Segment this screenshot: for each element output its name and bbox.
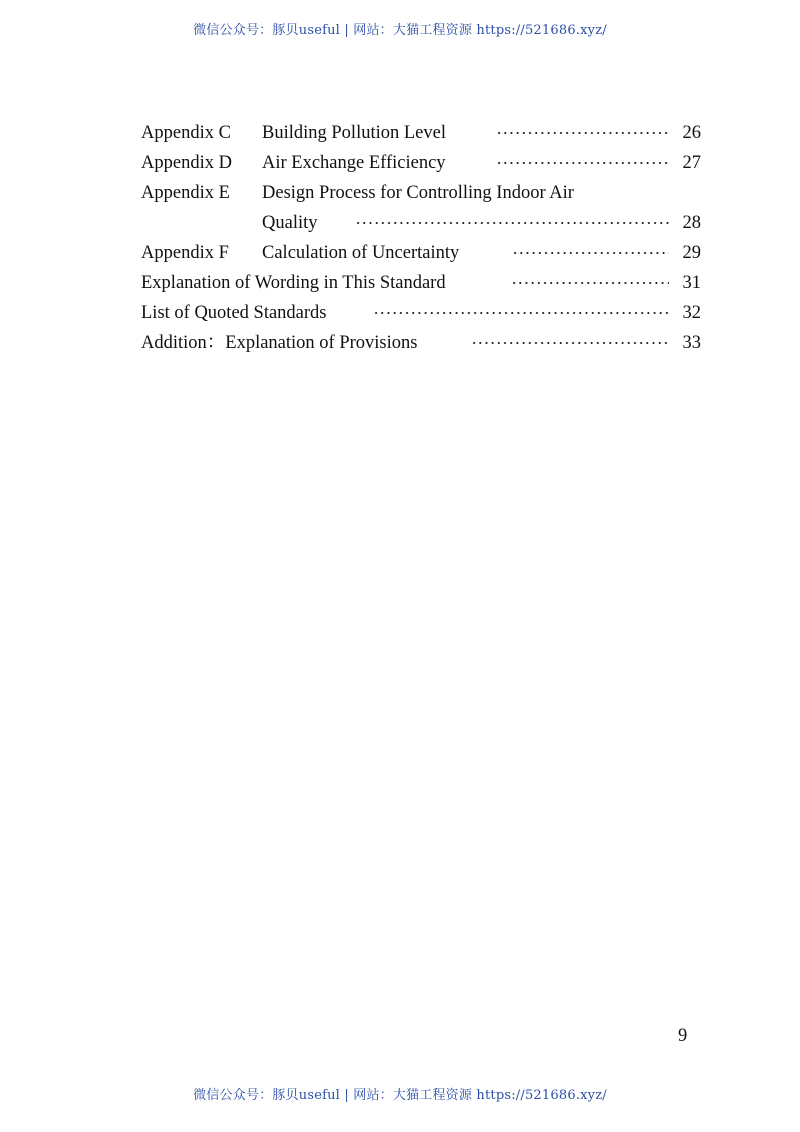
toc-entry-page: 29 [682,243,701,263]
toc-entry-title: List of Quoted Standards [141,303,327,323]
toc-entry-label: Appendix D [141,153,232,173]
toc-entry-label: Appendix F [141,243,229,263]
toc-entry-label: Appendix E [141,183,230,203]
toc-entry-title: Addition：Explanation of Provisions [141,333,418,353]
header-watermark: 微信公众号：豚贝useful | 网站：大猫工程资源 https://521686.xyz/ [193,23,607,38]
toc-entry-title: Calculation of Uncertainty [262,243,460,263]
toc-entry-explanation-of-wording [141,268,701,298]
toc-entry-page: 33 [682,333,701,353]
toc-entry-page: 31 [682,273,701,293]
toc-dot-leader [496,162,669,164]
toc-entry-label: Appendix C [141,123,231,143]
toc-entry-appendix-e-continued [141,208,701,238]
toc-entry-title: Design Process for Controlling Indoor Air [262,183,574,203]
table-of-contents [141,118,701,358]
toc-entry-appendix-e [141,178,701,208]
toc-entry-appendix-c [141,118,701,148]
toc-dot-leader [373,312,669,314]
toc-entry-page: 26 [682,123,701,143]
toc-dot-leader [471,342,669,344]
toc-entry-title: Building Pollution Level [262,123,446,143]
toc-dot-leader [355,222,669,224]
toc-entry-title: Air Exchange Efficiency [262,153,446,173]
page-number: 9 [678,1026,688,1046]
toc-dot-leader [511,282,669,284]
toc-entry-appendix-d [141,148,701,178]
toc-entry-title: Quality [262,213,318,233]
toc-dot-leader [496,132,669,134]
toc-entry-page: 27 [682,153,701,173]
footer-watermark: 微信公众号：豚贝useful | 网站：大猫工程资源 https://521686.xyz/ [193,1088,607,1103]
toc-entry-page: 28 [682,213,701,233]
toc-entry-list-of-quoted-standards [141,298,701,328]
toc-entry-explanation-of-provisions [141,328,701,358]
toc-entry-title: Explanation of Wording in This Standard [141,273,446,293]
toc-entry-appendix-f [141,238,701,268]
toc-dot-leader [512,252,669,254]
toc-entry-page: 32 [682,303,701,323]
